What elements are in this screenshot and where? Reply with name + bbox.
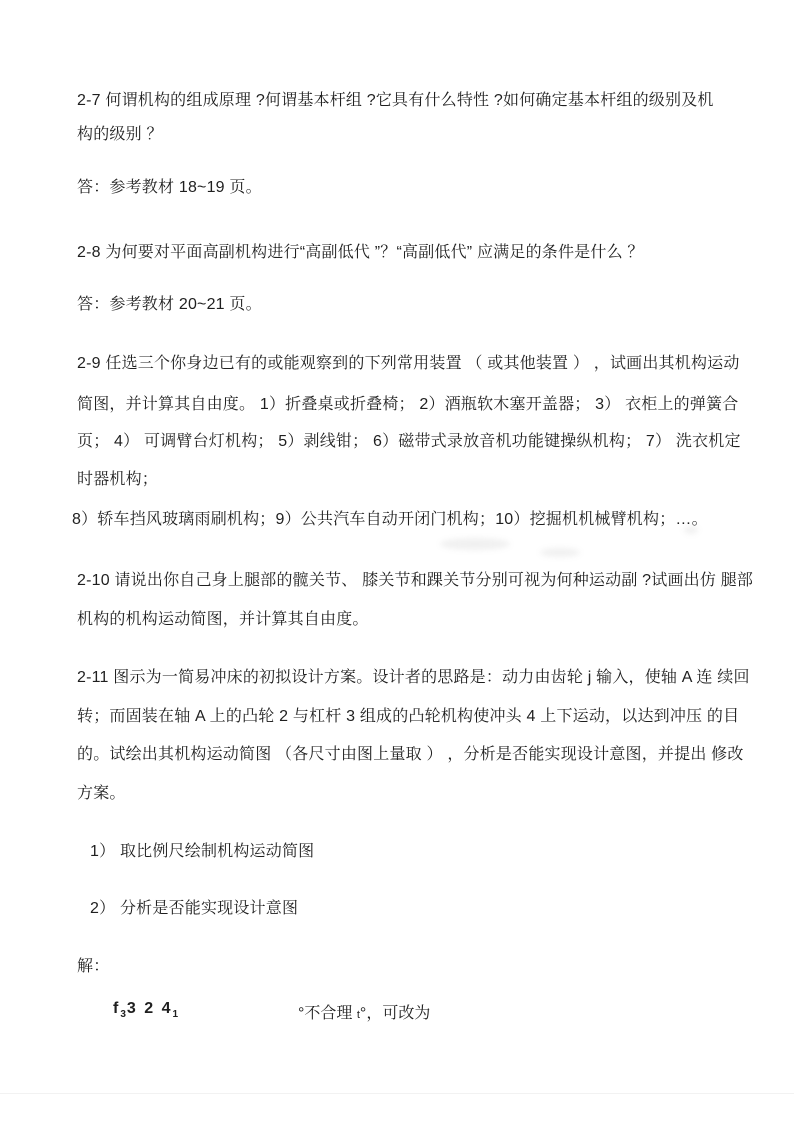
answer-2-7: 答：参考教材 18~19 页。 xyxy=(77,179,262,196)
question-2-7-line-1: 2-7 何谓机构的组成原理 ?何谓基本杆组 ?它具有什么特性 ?如何确定基本杆组的级别及机 xyxy=(77,92,714,109)
solution-label: 解： xyxy=(77,958,110,975)
formula-fragment xyxy=(113,1000,179,1020)
formula-f: f xyxy=(113,1000,121,1017)
formula-subscript-a: 3 xyxy=(120,1009,127,1021)
question-2-11-line-2: 转；而固装在轴 A 上的凸轮 2 与杠杆 3 组成的凸轮机构使冲头 4 上下运动，以达到冲压 的目 xyxy=(77,708,740,725)
page-edge-shadow xyxy=(0,1093,794,1094)
question-2-9-line-4: 时器机构； xyxy=(77,471,159,488)
question-2-9-line-3: 页； 4） 可调臂台灯机构； 5）剥线钳； 6）磁带式录放音机功能键操纵机构； 7） 洗衣机定 xyxy=(77,433,741,450)
formula-mid: 3 2 4 xyxy=(126,1000,173,1017)
task-item-2: 2） 分析是否能实现设计意图 xyxy=(90,900,299,917)
question-2-7-line-2: 构的级别 ？ xyxy=(77,126,163,143)
question-2-11-line-3: 的。试绘出其机构运动简图 （各尺寸由图上量取 ） ，分析是否能实现设计意图，并提出 修改 xyxy=(77,746,744,763)
question-2-10-line-1: 2-10 请说出你自己身上腿部的髋关节、 膝关节和踝关节分别可视为何种运动副 ?试画出仿 腿部 xyxy=(77,572,754,589)
scan-artifact xyxy=(684,526,698,534)
question-2-9-line-5: 8）轿车挡风玻璃雨刷机构；9）公共汽车自动开闭门机构；10）挖掘机机械臂机构；…。 xyxy=(72,511,708,528)
formula-note-small: t xyxy=(356,1009,360,1021)
question-2-8: 2-8 为何要对平面高副机构进行“高副低代 ”？“高副低代” 应满足的条件是什么 ？ xyxy=(77,244,644,261)
solution-formula-row xyxy=(0,1000,794,1026)
question-2-9-line-1: 2-9 任选三个你身边已有的或能观察到的下列常用装置 （ 或其他装置 ） ，试画出其机构运动 xyxy=(77,355,740,372)
answer-2-8: 答：参考教材 20~21 页。 xyxy=(77,296,262,313)
formula-subscript-b: 1 xyxy=(172,1009,180,1021)
question-2-9-line-2: 简图，并计算其自由度。 1）折叠桌或折叠椅； 2）酒瓶软木塞开盖器； 3） 衣柜上的弹簧合 xyxy=(77,396,739,413)
question-2-10-line-2: 机构的机构运动简图，并计算其自由度。 xyxy=(77,611,369,628)
formula-note-post: ，可改为 xyxy=(366,1005,431,1022)
formula-note-pre: °不合理 xyxy=(298,1005,357,1022)
formula-note-degree: ° xyxy=(359,1005,367,1022)
task-item-1: 1） 取比例尺绘制机构运动简图 xyxy=(90,843,315,860)
scan-artifact xyxy=(440,538,510,550)
question-2-11-line-4: 方案。 xyxy=(77,785,126,802)
formula-note xyxy=(298,1000,430,1023)
scan-artifact xyxy=(540,548,580,557)
question-2-11-line-1: 2-11 图示为一简易冲床的初拟设计方案。设计者的思路是：动力由齿轮 j 输入，使轴 A 连 续回 xyxy=(77,669,750,686)
